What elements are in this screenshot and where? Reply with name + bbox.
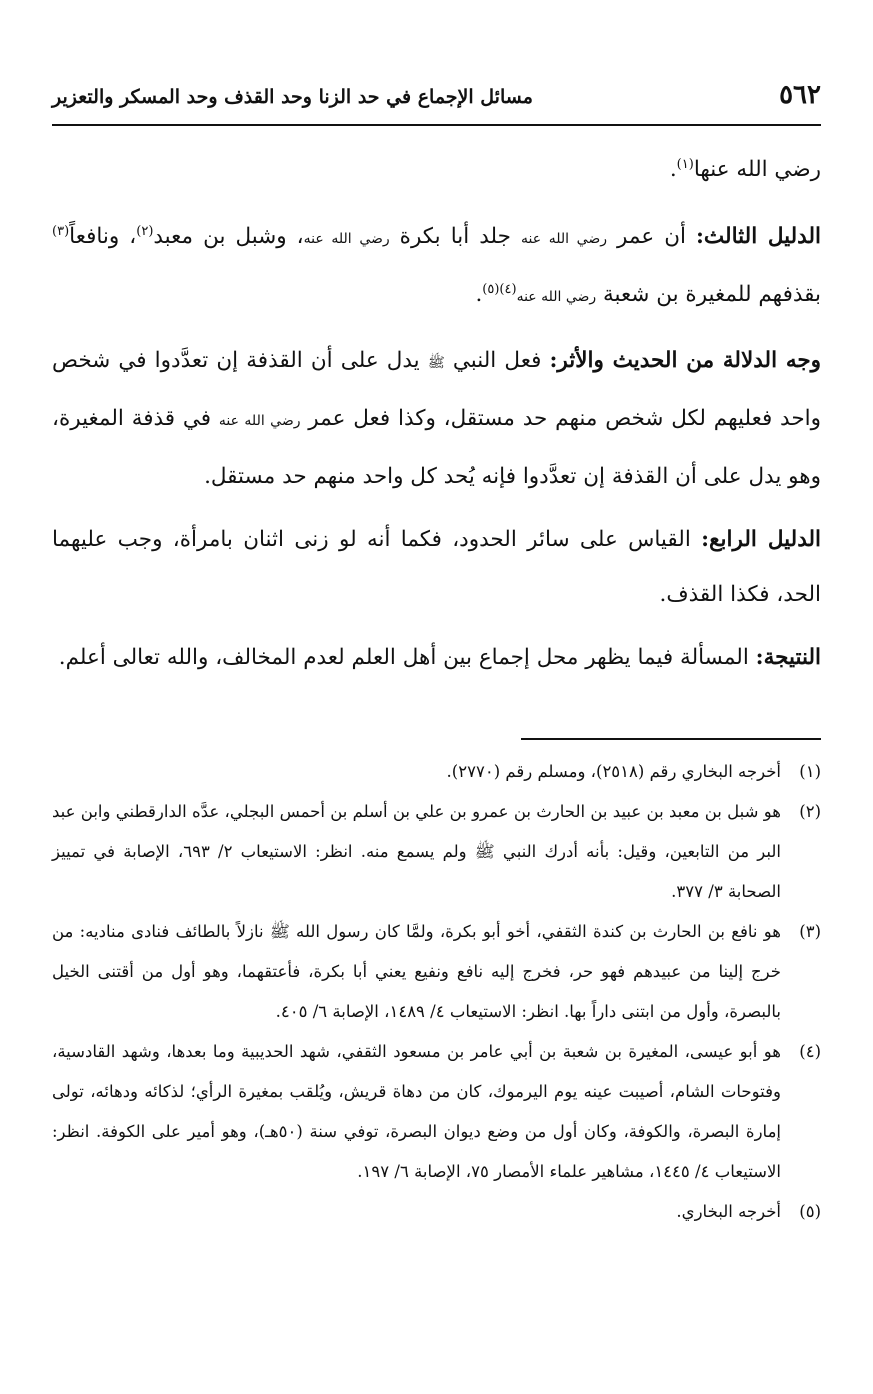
text: رضي الله عنها [693,157,821,182]
paragraph-inference [52,333,821,504]
footnote-number: (١) [799,762,821,781]
footnote-ref: (٢) [136,223,154,239]
text: المسألة فيما يظهر محل إجماع بين أهل العلم لعدم المخالف، والله تعالى أعلم. [58,645,756,670]
footnote-text: هو شبل بن معبد بن عبيد بن الحارث بن عمرو بن علي بن أسلم بن أحمس البجلي، عدَّه الدارقطني وابن عبد البر من التابعين، وقيل: بأنه أدرك النبي ﷺ ولم يسمع منه. انظر: الاستيعاب ٢/ ٦٩٣، الإصابة في تمييز الصحابة ٣/ ٣٧٧. [52,802,781,901]
footnote-text: أخرجه البخاري. [676,1202,781,1221]
text: يدل على أن القذفة إن تعدَّدوا في شخص واحد فعليهم لكل شخص منهم حد مستقل، وكذا فعل عمر [52,348,821,431]
footnote-text: هو نافع بن الحارث بن كندة الثقفي، أخو أبو بكرة، ولمَّا كان رسول الله ﷺ نازلاً بالطائف فنادى مناديه: من خرج إلينا من عبيدهم فهو حر، فخرج إليه نافع ونفيع يعني أبا بكرة، فأعتقهما، وهو أول من أقتنى الخيل بالبصرة، وأول من ابتنى داراً بها. انظر: الاستيعاب ٤/ ١٤٨٩، الإصابة ٦/ ٤٠٥. [52,922,781,1021]
paragraph-conclusion [52,630,821,685]
section-label: النتيجة: [755,645,821,670]
section-label: وجه الدلالة من الحديث والأثر: [549,348,822,373]
footnote [52,752,821,792]
paragraph-fourth-evidence [52,512,821,622]
footnote-text: أخرجه البخاري رقم (٢٥١٨)، ومسلم رقم (٢٧٧٠). [446,762,781,781]
footnote-number: (٥) [799,1202,821,1221]
paragraph-third-evidence: الدليل الثالث: أن عمر رضي الله عنه جلد أبا بكرة رضي الله عنه، وشبل بن معبد$^{(٢)}$، ونافعاً$^{(٣)}$ بقذفهم للمغيرة بن شعبة رضي الله عنه$^{(٤)(٥)}$. [52,223,821,307]
footnote-number: (٣) [799,922,821,941]
text: أن عمر [607,224,696,249]
footnote-text: هو أبو عيسى، المغيرة بن شعبة بن أبي عامر بن مسعود الثقفي، شهد الحديبية وما بعدها، وشهد القادسية، وفتوحات الشام، أصيبت عينه يوم اليرموك، كان من دهاة قريش، ويُلقب بمغيرة الرأي؛ لذكائه ودهائه، تولى إمارة البصرة، والكوفة، وكان أول من وضع ديوان البصرة، توفي سنة (٥٠هـ)، وهو أمير على الكوفة. انظر: الاستيعاب ٤/ ١٤٤٥، مشاهير علماء الأمصار ٧٥، الإصابة ٦/ ١٩٧. [52,1042,781,1181]
text: ، وشبل بن معبد [153,224,304,249]
footnote-ref: (١) [676,156,694,172]
footnotes [52,752,821,1232]
honorific-glyph: رضي الله عنه [218,413,301,429]
honorific-glyph: رضي الله عنه [303,231,390,247]
text: القياس على سائر الحدود، فكما أنه لو زنى اثنان بامرأة، وجب عليهما الحد، فكذا القذف. [52,527,821,607]
honorific-glyph: رضي الله عنه [520,231,607,247]
honorific-glyph: رضي الله عنه [516,289,597,305]
text: فعل النبي [444,348,550,373]
honorific-glyph: ﷺ [427,355,445,371]
running-header [52,78,821,126]
text: في قذفة المغيرة، وهو يدل على أن القذفة إن تعدَّدوا فإنه يُحد كل واحد منهم حد مستقل. [52,406,821,489]
footnote-divider [521,738,821,740]
page-number: ٥٦٢ [779,80,821,110]
section-label: الدليل الرابع: [701,527,821,552]
footnote-number: (٤) [799,1042,821,1061]
text: ، ونافعاً [69,224,137,249]
footnote [52,912,821,1032]
text: جلد أبا بكرة [389,224,521,249]
section-label: الدليل الثالث: [696,224,821,249]
text: بقذفهم للمغيرة بن شعبة [596,282,821,307]
running-title: مسائل الإجماع في حد الزنا وحد القذف وحد المسكر والتعزير [52,86,533,108]
footnote-number: (٢) [799,802,821,821]
footnote [52,1032,821,1192]
main-text [52,142,821,693]
footnote-ref: (٣) [52,223,70,239]
footnote [52,1192,821,1232]
footnote [52,792,821,912]
footnote-ref: (٤)(٥) [482,281,517,297]
paragraph-continuation: رضي الله عنها$^{(١)}$. [669,156,821,182]
